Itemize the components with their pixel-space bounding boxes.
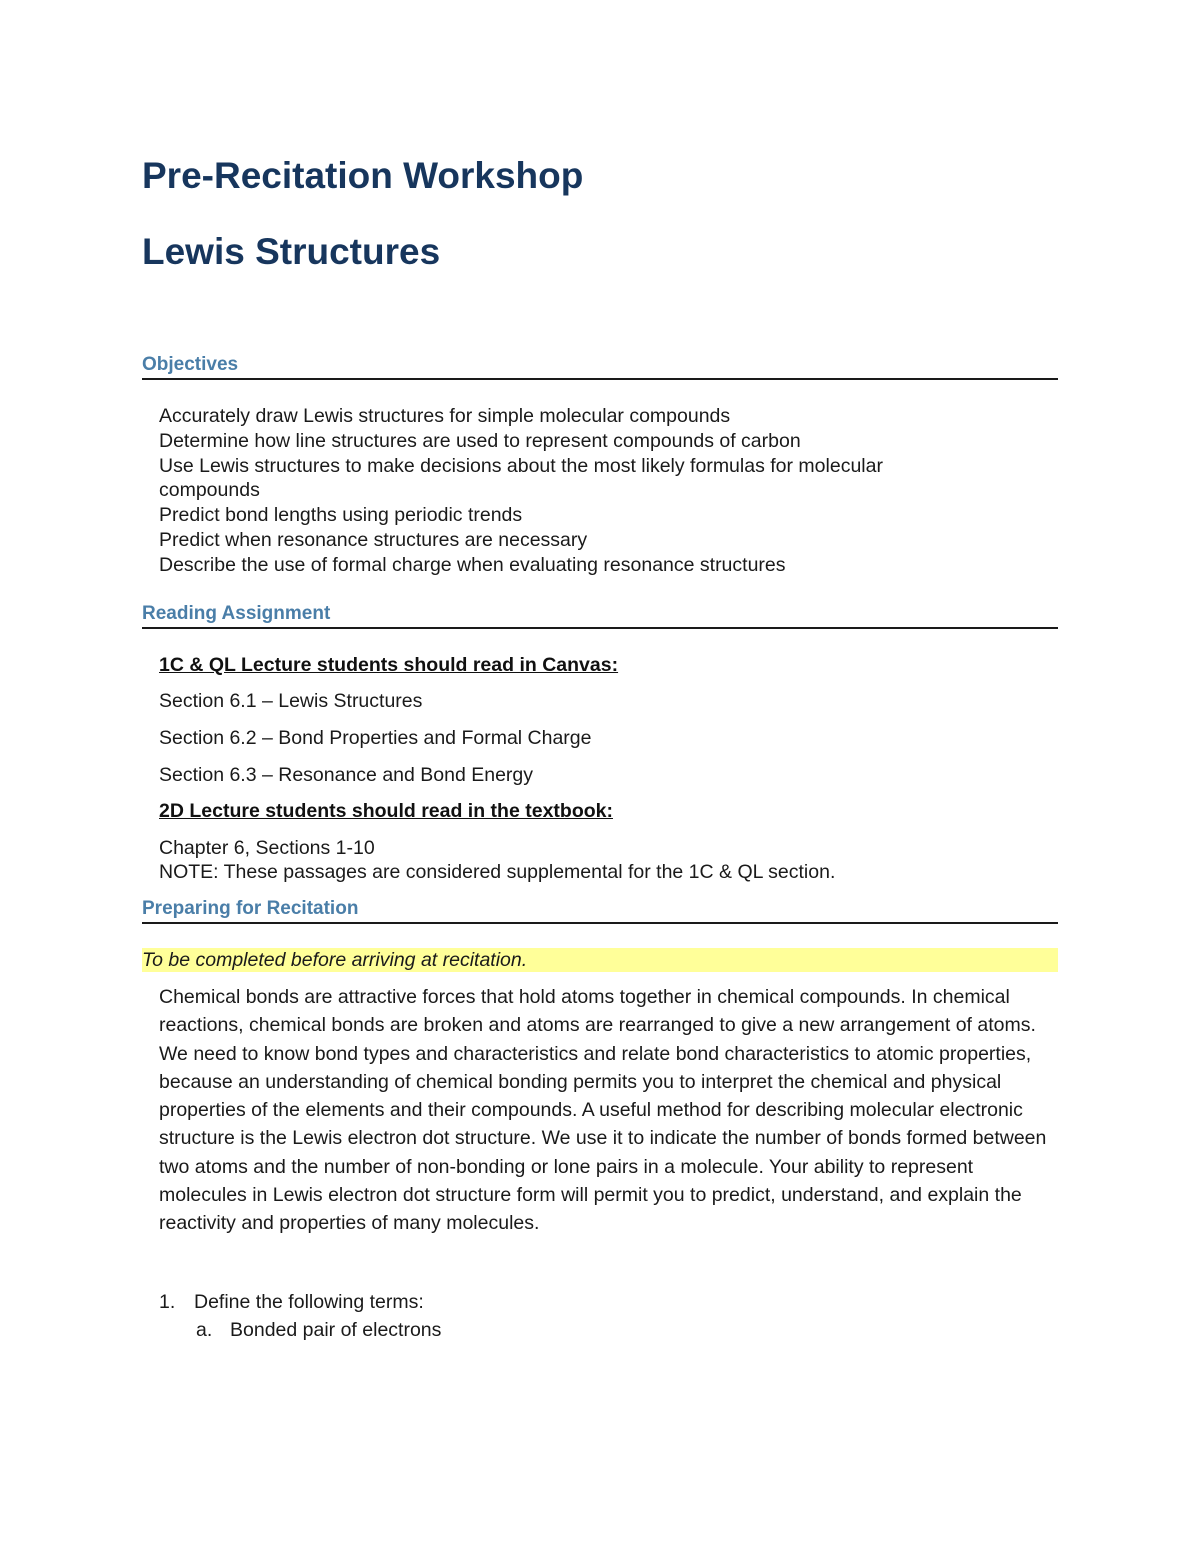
subquestion-text: Bonded pair of electrons: [230, 1319, 442, 1341]
canvas-section-item: Section 6.3 – Resonance and Bond Energy: [159, 764, 534, 786]
page-title: Pre-Recitation Workshop: [142, 155, 584, 196]
highlighted-instruction: To be completed before arriving at recitation.: [142, 948, 1058, 972]
intro-paragraph: Chemical bonds are attractive forces that hold atoms together in chemical compounds. In chemical reactions, chemical bonds are broken and atoms are rearranged to give a new arrangement of atoms. We need to know bond types and characteristics and relate bond characteristics to atomic properties, because an understanding of chemical bonding permits you to interpret the chemical and physical properties of the elements and their compounds. A useful method for describing molecular electronic structure is the Lewis electron dot structure. We use it to indicate the number of bonds formed between two atoms and the number of non-bonding or lone pairs in a molecule. Your ability to represent molecules in Lewis electron dot structure form will permit you to predict, understand, and explain the reactivity and properties of many molecules.: [159, 986, 1047, 1235]
preparing-divider: [142, 922, 1058, 924]
objectives-divider: [142, 378, 1058, 380]
canvas-reading-heading: 1C & QL Lecture students should read in Canvas:: [159, 654, 619, 676]
reading-divider: [142, 627, 1058, 629]
canvas-section-item: Section 6.2 – Bond Properties and Formal Charge: [159, 727, 592, 749]
preparing-heading: Preparing for Recitation: [142, 898, 359, 919]
textbook-chapter: Chapter 6, Sections 1-10: [159, 837, 375, 859]
objective-item: Predict bond lengths using periodic trends: [159, 504, 523, 527]
objectives-heading: Objectives: [142, 354, 239, 375]
objective-item: Use Lewis structures to make decisions about the most likely formulas for molecular compounds: [159, 454, 883, 502]
question-number: 1.: [159, 1291, 176, 1313]
objective-item: Describe the use of formal charge when evaluating resonance structures: [159, 553, 786, 576]
reading-heading: Reading Assignment: [142, 603, 331, 624]
objective-item: Predict when resonance structures are necessary: [159, 528, 588, 551]
objectives-list: [159, 404, 989, 578]
textbook-reading-heading: 2D Lecture students should read in the textbook:: [159, 800, 613, 822]
reading-note: NOTE: These passages are considered supplemental for the 1C & QL section.: [159, 861, 836, 883]
page-subtitle: Lewis Structures: [142, 231, 441, 272]
canvas-section-item: Section 6.1 – Lewis Structures: [159, 690, 423, 712]
question-text: Define the following terms:: [194, 1291, 424, 1313]
subquestion-letter: a.: [196, 1319, 213, 1341]
objective-item: Determine how line structures are used to represent compounds of carbon: [159, 429, 801, 452]
objective-item: Accurately draw Lewis structures for simple molecular compounds: [159, 405, 731, 427]
